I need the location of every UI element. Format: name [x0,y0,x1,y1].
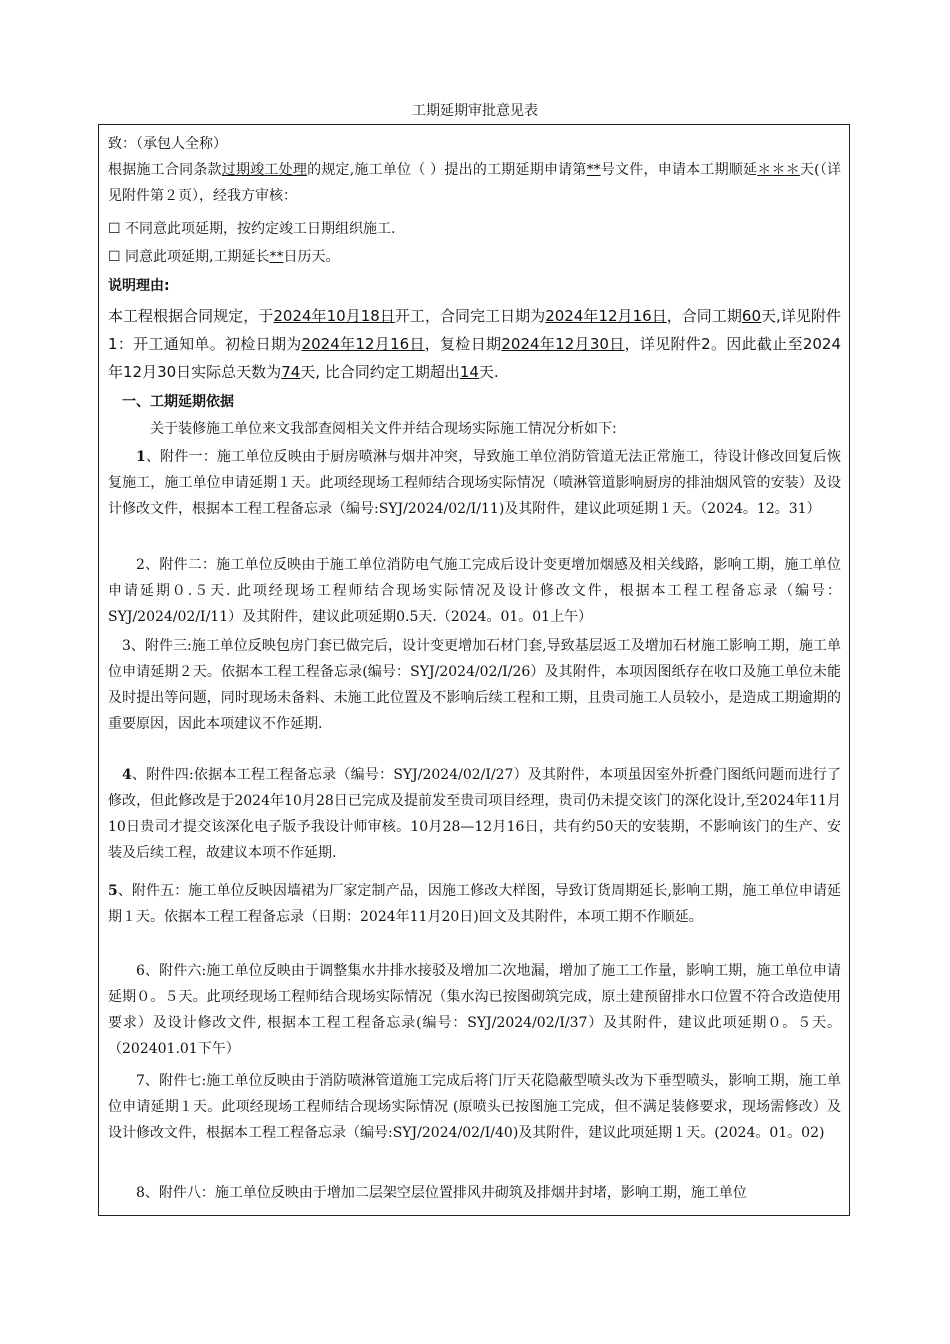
reason-paragraph: 本工程根据合同规定，于2024年10月18日开工，合同完工日期为2024年12月16日，合同工期60天,详见附件1：开工通知单。初检日期为2024年12月16日，复检日期2024年12月30日，详见附件2。因此截止至2024年12月30日实际总天数为74天, 比合同约定工期超出14天. [108,307,842,381]
recheck-date: 2024年12月30日 [501,335,625,353]
requested-days: ＊＊＊ [757,162,800,178]
approved-days: ** [269,249,284,265]
item-6: 6、附件六:施工单位反映由于调整集水井排水接驳及增加二次地漏，增加了施工工作量，影响工期，施工单位申请延期０。５天。此项经现场工程师结合现场实际情况（集水沟已按图砌筑完成，原土建预留排水口位置不符合改造使用要求）及设计修改文件, 根据本工程工程备忘录(编号：SYJ/2024/02/I/37）及其附件，建议此项延期０。５天。（202401.01下午） [108,963,841,1057]
item-5: 5、附件五：施工单位反映因墙裙为厂家定制产品，因施工修改大样图，导致订货周期延长,影响工期，施工单位申请延期１天。依据本工程工程备忘录（日期：2024年11月20日)回文及其附件，本项工期不作顺延。 [108,883,841,925]
application-doc-number: ** [586,162,601,178]
disagree-label: 不同意此项延期，按约定竣工日期组织施工. [125,221,396,237]
item-7: 7、附件七:施工单位反映由于消防喷淋管道施工完成后将门厅天花隐蔽型喷头改为下垂型喷头，影响工期，施工单位申请延期１天。此项经现场工程师结合现场实际情况 (原喷头已按图施工完成，但不满足装修要求，现场需修改）及设计修改文件，根据本工程工程备忘录（编号:SYJ/2024/02/I/40)及其附件，建议此项延期１天。(2024。01。02) [108,1073,841,1141]
item-2: 2、附件二：施工单位反映由于施工单位消防电气施工完成后设计变更增加烟感及相关线路，影响工期，施工单位申请延期０.５天. 此项经现场工程师结合现场实际情况及设计修改文件，根据本工程工程备忘录（编号：SYJ/2024/02/I/11）及其附件，建议此项延期0.5天.（2024。01。01上午） [108,557,841,625]
section1-lead: 关于装修施工单位来文我部查阅相关文件并结合现场实际施工情况分析如下: [150,421,617,437]
agree-checkbox[interactable]: ☐ [108,249,121,265]
intro-paragraph: 根据施工合同条款过期竣工处理的规定,施工单位（ ）提出的工期延期申请第**号文件，申请本工期顺延＊＊＊天(（详见附件第２页），经我方审核： [108,162,842,204]
option-agree: ☐ 同意此项延期,工期延长**日历天。 [108,249,340,265]
total-days: 74 [281,363,301,381]
item-3: 3、附件三:施工单位反映包房门套已做完后，设计变更增加石材门套,导致基层返工及增加石材施工影响工期，施工单位申请延期２天。依据本工程工程备忘录(编号：SYJ/2024/02/I/26）及其附件，本项因图纸存在收口及施工单位未能及时提出等问题，同时现场未备料、未施工此位置及不影响后续工程和工期，且贵司施工人员较小，是造成工期逾期的重要原因，因此本项建议不作延期. [108,638,841,732]
section1-heading: 一、工期延期依据 [122,394,234,410]
reason-heading: 说明理由: [108,278,170,294]
item-4: 4、附件四:依据本工程工程备忘录（编号：SYJ/2024/02/I/27）及其附件，本项虽因室外折叠门图纸问题而进行了修改，但此修改是于2024年10月28日已完成及提前发至贵司项目经理，贵司仍未提交该门的深化设计,至2024年11月10日贵司才提交该深化电子版予我设计师审核。10月28—12月16日，共有约50天的安装期，不影响该门的生产、安装及后续工程，故建议本项不作延期. [108,767,841,861]
item-8: 8、附件八：施工单位反映由于增加二层架空层位置排风井砌筑及排烟井封堵，影响工期，施工单位 [136,1185,747,1201]
disagree-checkbox[interactable]: ☐ [108,221,121,237]
recipient-line: 致：（承包人全称） [108,136,227,152]
approval-form-box [98,124,850,1216]
option-disagree [108,216,841,242]
contract-duration: 60 [741,307,761,325]
over-days: 14 [459,363,479,381]
form-title: 工期延期审批意见表 [412,103,538,119]
contract-clause: 过期竣工处理 [221,162,308,178]
item-1: 1、附件一：施工单位反映由于厨房喷淋与烟井冲突，导致施工单位消防管道无法正常施工，待设计修改回复后恢复施工，施工单位申请延期１天。此项经现场工程师结合现场实际情况（喷淋管道影响厨房的排油烟风管的安装）及设计修改文件，根据本工程工程备忘录（编号:SYJ/2024/02/I/11)及其附件，建议此项延期１天。（2024。12。31） [108,449,841,517]
first-check-date: 2024年12月16日 [301,335,425,353]
contract-end-date: 2024年12月16日 [545,307,667,325]
start-date: 2024年10月18日 [273,307,395,325]
